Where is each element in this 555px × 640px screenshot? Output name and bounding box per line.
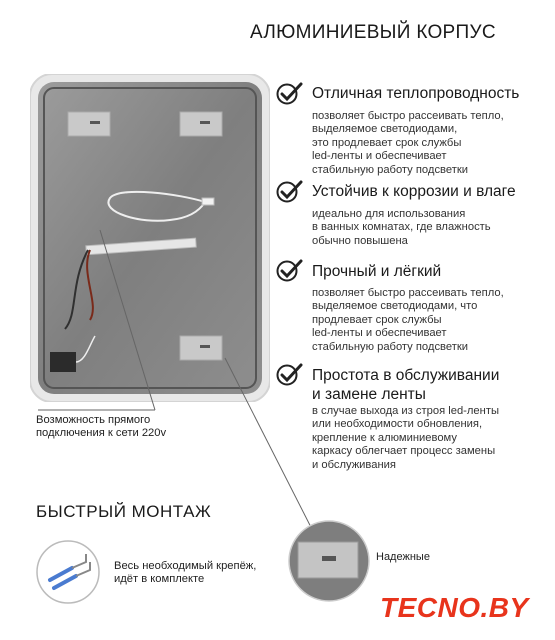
- feature-description: позволяет быстро рассеивать тепло, выделяемое светодиодами, это продлевает срок службы led-ленты и обеспечивает стабильную работу подсветки: [312, 110, 504, 176]
- bracket-closeup-image: [288, 520, 370, 602]
- page-title: АЛЮМИНИЕВЫЙ КОРПУС: [250, 22, 496, 43]
- feature-heading: Отличная теплопроводность: [312, 85, 520, 102]
- direct-connection-callout: Возможность прямого подключения к сети 220v: [36, 414, 167, 440]
- svg-text:TECNO.BY: TECNO.BY: [380, 592, 529, 623]
- feature-heading: Простота в обслуживании и замене ленты: [312, 367, 500, 403]
- mount-section-title: БЫСТРЫЙ МОНТАЖ: [36, 502, 212, 521]
- feature-heading: Прочный и лёгкий: [312, 263, 442, 280]
- fasteners-caption: Весь необходимый крепёж, идёт в комплекте: [114, 560, 257, 586]
- fasteners-image: [36, 540, 100, 604]
- feature-description: в случае выхода из строя led-ленты или необходимости обновления, крепление к алюминиевому каркасу облегчает процесс замены и обслуживания: [312, 405, 499, 471]
- feature-description: позволяет быстро рассеивать тепло, выделяемое светодиодами, что продлевает срок службы led-ленты и обеспечивает стабильную работу подсветки: [312, 287, 504, 353]
- feature-description: идеально для использования в ванных комнатах, где влажность обычно повышена: [312, 208, 491, 247]
- tecno-by-logo: [378, 590, 548, 624]
- bracket-caption: Надежные: [376, 551, 430, 563]
- feature-heading: Устойчив к коррозии и влаге: [312, 183, 516, 200]
